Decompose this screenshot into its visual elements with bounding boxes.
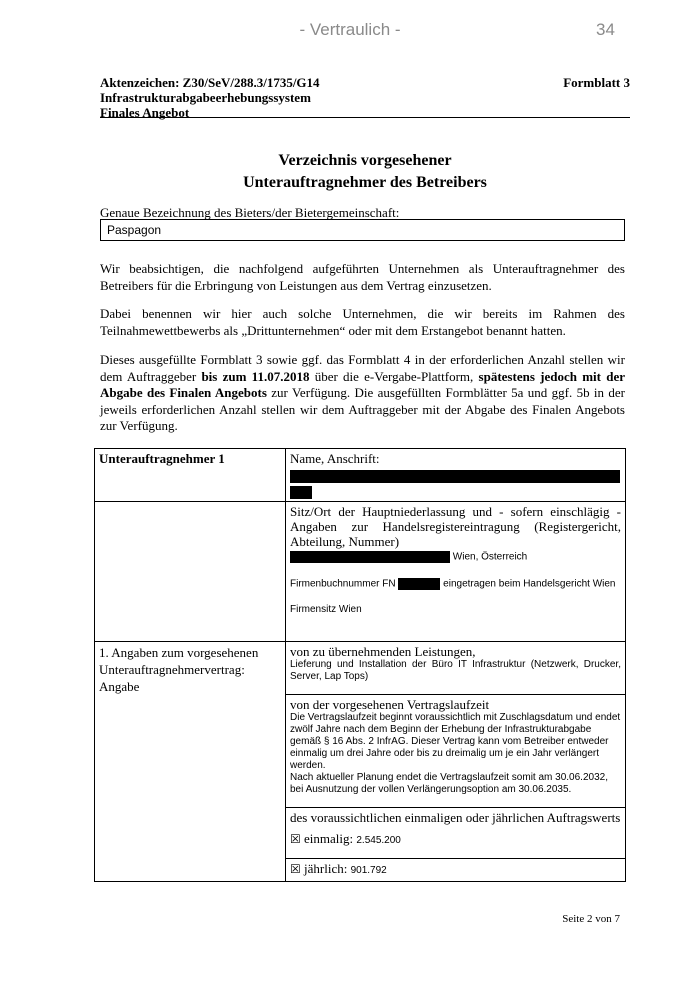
paragraph-intro: Wir beabsichtigen, die nachfolgend aufgeführten Unternehmen als Unterauftragnehmer des Betreibers für die Erbringung von Leistungen aus dem Vertrag einzusetzen. — [100, 261, 625, 293]
term-end-text: Nach aktueller Planung endet die Vertragslaufzeit somit am 30.06.2032, bei Ausnutzung der vollen Verlängerungsoption am 30.06.2035. — [290, 772, 608, 795]
bidder-label: Genaue Bezeichnung des Bieters/der Bietergemeinschaft: — [100, 205, 400, 220]
checked-box-icon[interactable]: ☒ — [290, 832, 301, 846]
checked-box-icon[interactable]: ☒ — [290, 862, 301, 876]
subcontractor-heading: Unterauftragnehmer 1 — [99, 451, 225, 466]
page-number: 34 — [596, 20, 615, 39]
table-cell — [286, 695, 626, 808]
redacted-name — [290, 470, 620, 483]
redacted-address — [290, 486, 312, 499]
redacted-block — [290, 467, 621, 499]
company-seat: Firmensitz Wien — [290, 604, 362, 616]
redacted-street — [290, 551, 450, 563]
table-cell — [286, 808, 626, 859]
submission-latest: spätestens jedoch mit der Abgabe des Finalen Angebots — [100, 368, 625, 400]
bidder-field[interactable]: Paspagon — [100, 219, 625, 241]
paragraph-prior-nominations: Dabei benennen wir hier auch solche Unternehmen, die wir bereits im Rahmen des Teilnahmewettbewerbs als „Drittunternehmen“ oder mit dem Erstangebot benannt hatten. — [100, 306, 625, 338]
table-cell — [95, 642, 286, 882]
offer-stage: Finales Angebot — [100, 105, 190, 120]
table-row — [95, 502, 626, 642]
name-label: Name, Anschrift: — [290, 451, 380, 466]
confidential-label: - Vertraulich - — [299, 20, 401, 39]
header-divider — [100, 117, 630, 118]
submission-text-a: Dieses ausgefüllte Formblatt 3 sowie ggf. das Formblatt 4 in der erforderlichen Anzahl stellen wir dem Auftraggeber — [100, 352, 625, 384]
contract-info-label: 1. Angaben zum vorgesehenen Unterauftragnehmervertrag: Angabe — [99, 645, 259, 694]
seat-city-line — [290, 551, 621, 564]
table-cell — [286, 449, 626, 502]
aktenzeichen: Aktenzeichen: Z30/SeV/288.3/1735/G14 — [100, 75, 320, 90]
title-line-2: Unterauftragnehmer des Betreibers — [243, 174, 487, 191]
table-row — [95, 449, 626, 502]
paragraph-submission — [100, 352, 625, 435]
title-line-1: Verzeichnis vorgesehener — [278, 152, 452, 169]
seat-city: Wien, Österreich — [452, 551, 528, 563]
page-title — [100, 150, 630, 194]
table-cell — [286, 859, 626, 882]
register-number-label: Firmenbuchnummer FN — [290, 578, 396, 590]
services-text: Lieferung und Installation der Büro IT Infrastruktur (Netzwerk, Drucker, Server, Lap Tops) — [290, 659, 621, 682]
system-name: Infrastrukturabgabeerhebungssystem — [100, 90, 311, 105]
form-label: Formblatt 3 — [563, 75, 630, 90]
submission-text-e: zur Verfügung. Die ausgefüllten Formblätter 5a und ggf. 5b in der jeweils erforderlichen Anzahl stellen wir dem Auftraggeber mit der Abgabe des Finalen Angebots zur Verfügung. — [100, 385, 625, 433]
table-cell — [95, 502, 286, 642]
term-text: Die Vertragslaufzeit beginnt voraussichtlich mit Zuschlagsdatum und endet zwölf Jahre nach dem Beginn der Erhebung der Infrastrukturabgabe gemäß § 16 Abs. 2 InfrAG. Dieser Vertrag kann vom Betreiber entweder einmalig um drei Jahre oder bis zu dreimalig um je ein Jahr verlängert werden. — [290, 712, 621, 771]
annual-value-line — [290, 861, 621, 877]
annual-value: 901.792 — [350, 865, 387, 876]
seat-label: Sitz/Ort der Hauptniederlassung und - sofern einschlägig - Angaben zur Handelsregistereintragung (Registergericht, Abteilung, Nummer) — [290, 504, 621, 549]
redacted-register-number — [398, 578, 440, 590]
term-label: von der vorgesehenen Vertragslaufzeit — [290, 697, 490, 712]
submission-text-c: über die e-Vergabe-Plattform, — [309, 368, 479, 384]
one-time-label: einmalig: — [304, 831, 354, 846]
subcontractor-table — [94, 448, 626, 882]
register-court: eingetragen beim Handelsgericht Wien — [443, 578, 616, 590]
services-label: von zu übernehmenden Leistungen, — [290, 644, 476, 659]
table-cell — [286, 642, 626, 695]
submission-deadline: bis zum 11.07.2018 — [201, 368, 310, 384]
annual-label: jährlich: — [304, 861, 348, 876]
table-cell — [95, 449, 286, 502]
table-cell — [286, 502, 626, 642]
register-line — [290, 578, 621, 591]
one-time-value-line — [290, 831, 621, 847]
one-time-value: 2.545.200 — [356, 835, 401, 846]
value-label: des voraussichtlichen einmaligen oder jährlichen Auftragswerts — [290, 810, 621, 825]
page-footer: Seite 2 von 7 — [562, 913, 620, 925]
table-row — [95, 642, 626, 695]
